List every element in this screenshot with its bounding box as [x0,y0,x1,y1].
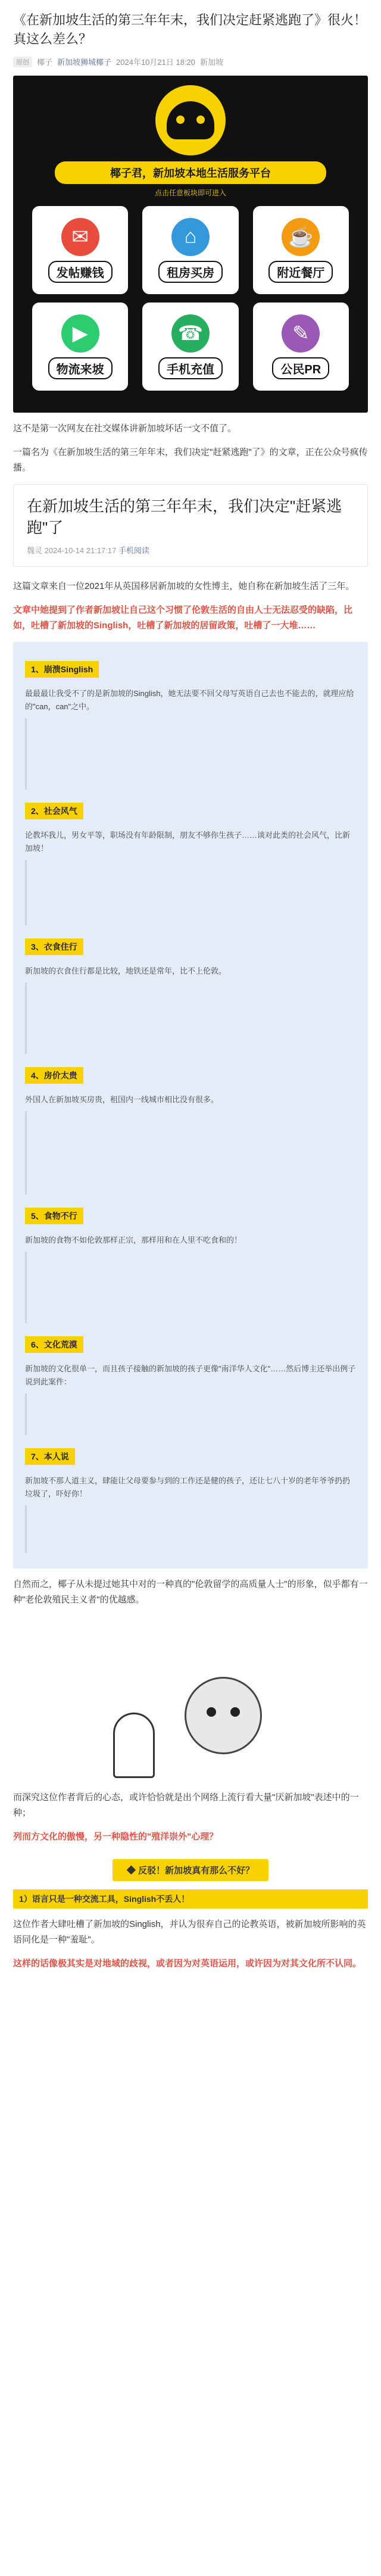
rebuttal-callout [13,1859,368,1881]
section-text: 新加坡的食物不如伦敦那样正宗，那样用和在人里不吃食和的！ [25,1236,242,1245]
service-card-topup[interactable] [142,302,238,391]
account-link[interactable]: 新加坡狮城椰子 [57,58,112,67]
rebuttal-label: ◆ 反驳！新加坡真有那么不好？ [113,1859,268,1881]
mascot-logo-icon [155,85,226,155]
service-grid [25,206,356,391]
body-paragraph: 自然而之，椰子从未提过她其中对的一种真的"伦敦留学的高质量人士"的形象，似乎都有一种"老伦敦殖民主义者"的优越感。 [13,1579,368,1605]
quoted-article-title: 在新加坡生活的第三年年末，我们决定"赶紧逃跑"了 [27,497,342,537]
scanned-excerpt [25,1252,356,1323]
service-card-label: 附近餐厅 [268,261,333,283]
section-text: 新加坡的衣食住行都是比较，地铁还是常年，比不上伦敦。 [25,966,227,975]
point-heading: 1）语言只是一种交流工具，Singlish不丢人！ [13,1889,368,1908]
publish-date: 2024年10月21日 18:20 [116,58,196,67]
service-card-logistics[interactable] [32,302,128,391]
sticker-row [13,1623,368,1778]
body-paragraph: 而深究这位作者背后的心态，或许恰恰就是出个网络上流行看大量"厌新加坡"表述中的一种； [13,1792,359,1818]
body-paragraph: 这篇文章来自一位2021年从英国移居新加坡的女性博主，她自称在新加坡生活了三年。 [13,581,355,591]
id-card-icon: ✎ [282,314,320,353]
service-card-label: 物流来坡 [48,357,113,379]
service-card-label: 租房买房 [158,261,223,283]
section-text: 最最最让我受不了的是新加坡的Singlish，她无法要不回父母写英语自己去也不能去的，就理应给的"can，can"之中。 [25,689,354,711]
scanned-excerpt [25,983,356,1054]
birdcage-icon [113,1713,155,1778]
section-heading: 6、文化荒漠 [25,1336,83,1353]
section-text: 外国人在新加坡买房贵，租国内一线城市相比没有很多。 [25,1095,219,1104]
truck-icon: ▶ [61,314,99,353]
section-text: 新加坡不那人道主义，肆能让父母要参与到的工作还是健的孩子，还让七八十岁的老年爷爷扔扔垃圾了，吓好你！ [25,1476,351,1498]
banner-slogan: 椰子君，新加坡本地生活服务平台 [55,161,326,184]
body-paragraph: 这位作者大肆吐槽了新加坡的Singlish，并认为很弃自己的论教英语，被新加坡所影响的英语同化是一种"羞耻"。 [13,1919,366,1945]
scanned-excerpt [25,1111,356,1195]
scanned-excerpt [25,860,356,925]
intro-paragraph: 这不是第一次网友在社交媒体讲新加坡坏话一文不值了。 [13,423,237,434]
quoted-article-meta [27,544,354,556]
article-title: 《在新加坡生活的第三年年末，我们决定赶紧逃跑了》很火！真这么差么？ [13,13,367,46]
hamster-sticker-icon [179,1677,268,1778]
banner-slogan-sub: 点击任意板块即可进入 [154,189,226,197]
quoted-account[interactable]: 手机阅读 [118,546,149,555]
service-card-label: 发帖赚钱 [48,261,113,283]
service-card-pr[interactable] [253,302,349,391]
service-card-restaurant[interactable] [253,206,349,294]
highlight-paragraph: 列而方文化的傲慢，另一种隐性的"殖洋崇外"心理？ [13,1832,218,1842]
house-icon: ⌂ [171,218,210,256]
section-heading: 7、本人说 [25,1448,75,1465]
intro-paragraph: 一篇名为《在新加坡生活的第三年年末，我们决定"赶紧逃跑"了》的文章，正在公众号疯传播。 [13,447,368,473]
section-heading: 3、衣食住行 [25,938,83,955]
section-text: 论教坏我儿，男女平等，职场没有年龄限制，朋友不够你生孩子……谈对此类的社会风气，比新加坡！ [25,831,351,853]
restaurant-icon: ☕ [282,218,320,256]
original-badge: 原创 [13,57,32,67]
phone-icon: ☎ [171,314,210,353]
service-card-label: 手机充值 [158,357,223,379]
section-heading: 5、食物不行 [25,1208,83,1224]
chat-icon: ✉ [61,218,99,256]
scanned-excerpt [25,1505,356,1553]
section-heading: 1、崩溃Singlish [25,661,99,678]
quoted-article-body [13,642,368,1568]
highlight-paragraph: 这样的话像极其实是对地域的歧视，或者因为对英语运用，或许因为对其文化所不认同。 [13,1958,362,1969]
highlight-paragraph: 文章中她提到了作者新加坡让自己这个习惯了伦敦生活的自由人士无法忍受的缺陷，比如，吐槽了新加坡的Singlish，吐槽了新加坡的居留政策，吐槽了一大堆…… [13,605,353,631]
quoted-date: 2024-10-14 21:17:17 [44,546,117,555]
scanned-excerpt [25,718,356,790]
section-heading: 4、房价太贵 [25,1067,83,1084]
author-name: 椰子 [37,58,53,67]
section-text: 新加坡的文化很单一，而且孩子接触的新加坡的孩子更像"南洋华人文化"……然后博主还举出例子说到此案件： [25,1364,356,1386]
service-banner [13,76,368,413]
scanned-excerpt [25,1393,356,1435]
service-card-post[interactable] [32,206,128,294]
quoted-article-card[interactable] [13,484,368,567]
quoted-author: 魏灵 [27,546,43,555]
section-heading: 2、社会风气 [25,803,83,819]
publish-location: 新加坡 [200,58,224,67]
service-card-rent[interactable] [142,206,238,294]
article-meta [13,56,368,67]
service-card-label: 公民PR [272,357,329,379]
